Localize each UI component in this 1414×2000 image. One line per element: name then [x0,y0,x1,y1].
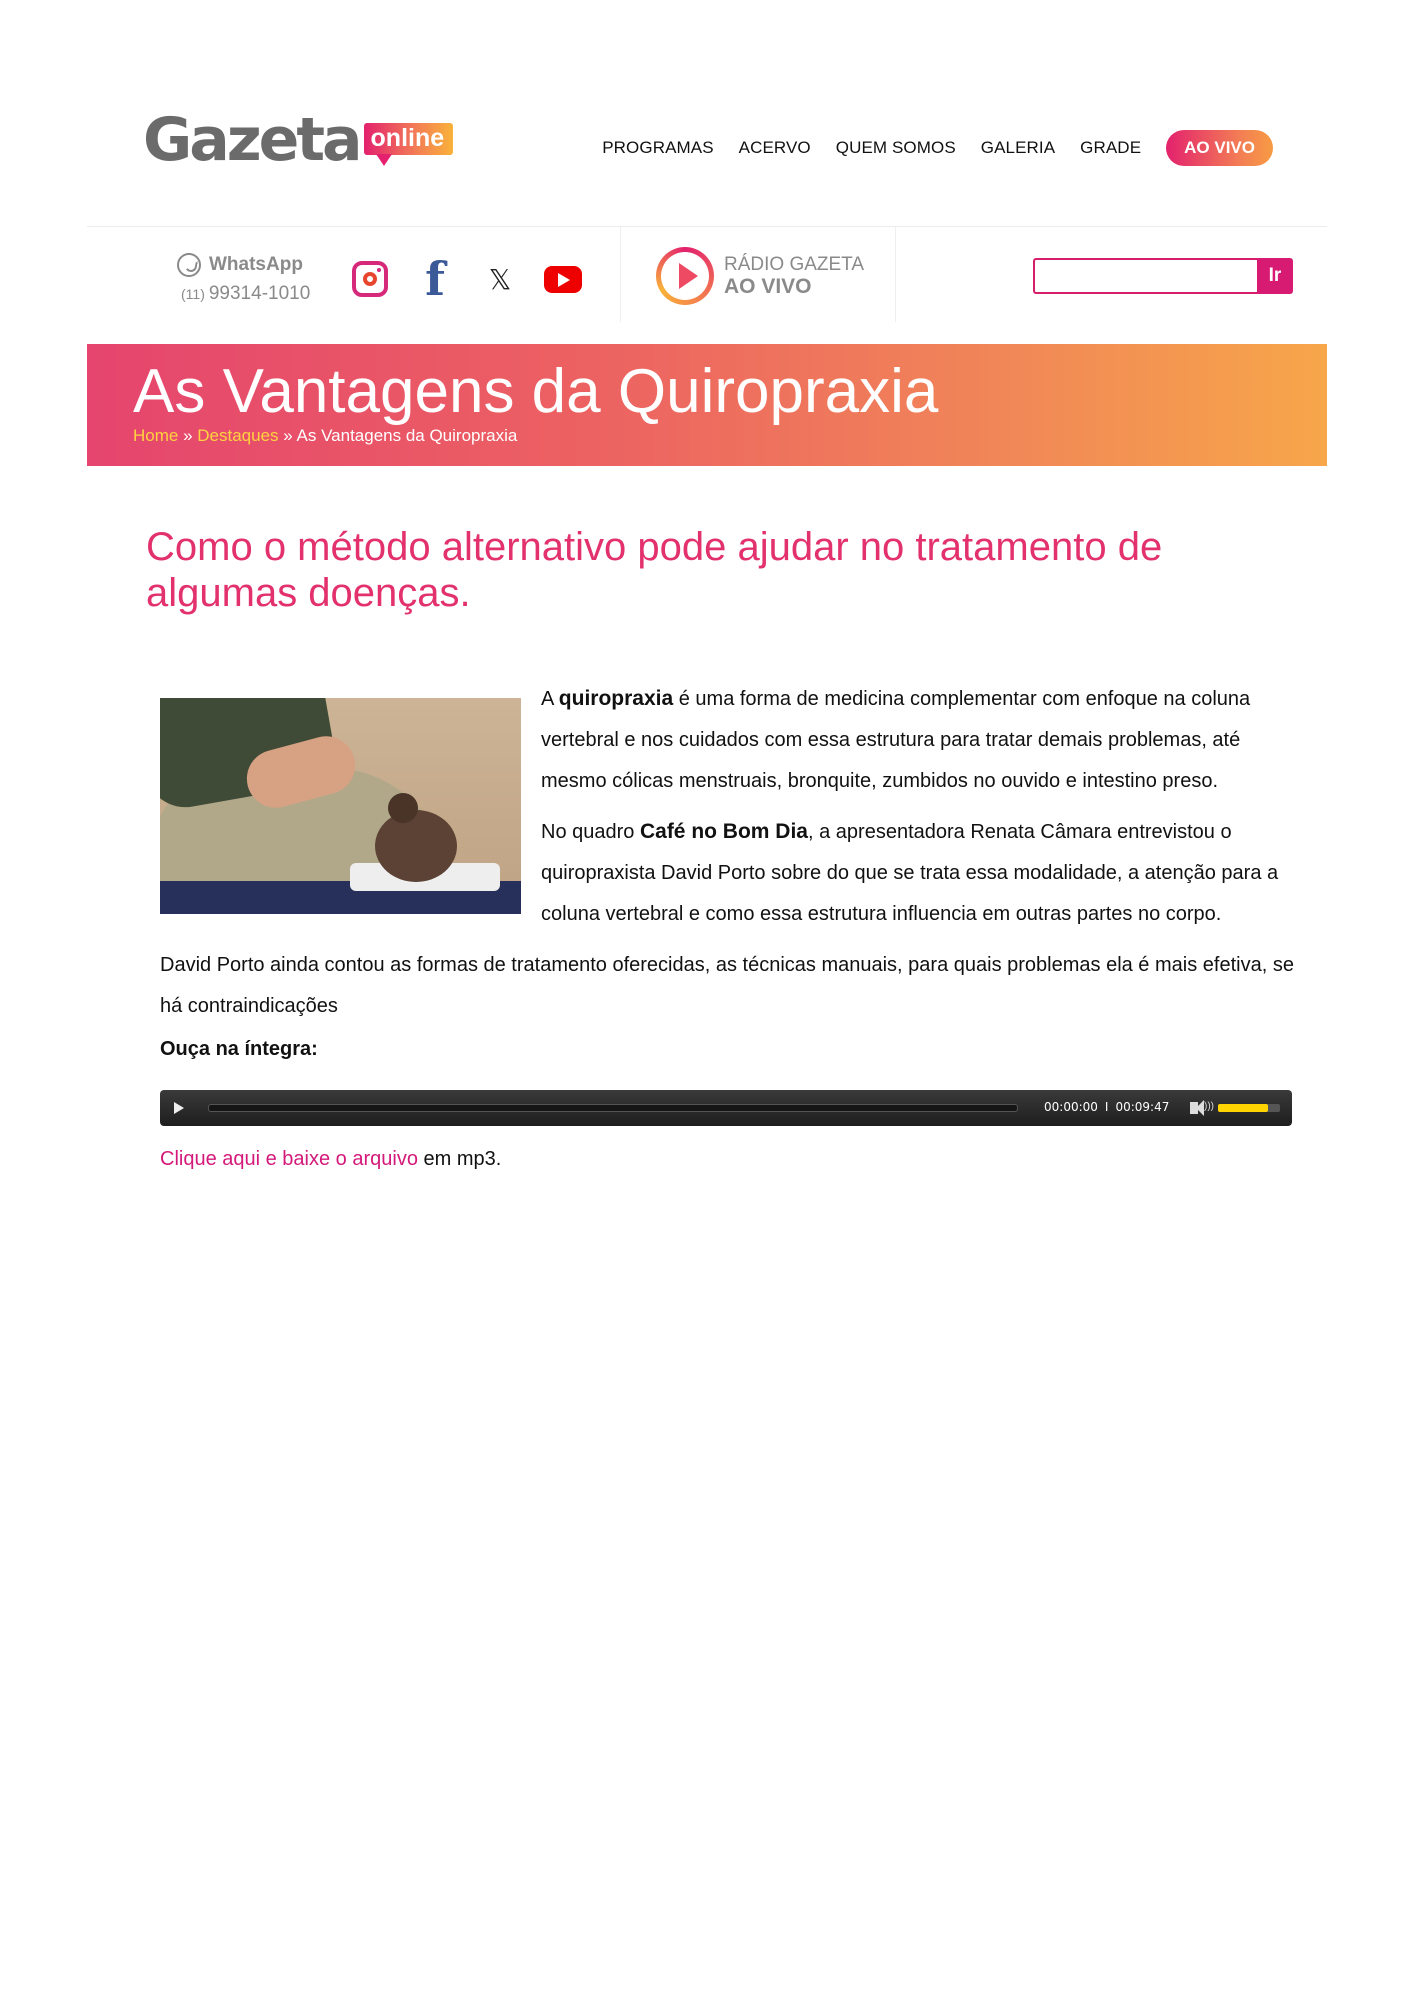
article-subtitle: Como o método alternativo pode ajudar no tratamento de algumas doenças. [146,525,1163,615]
listen-heading: Ouça na íntegra: [160,1038,318,1060]
duration: 00:09:47 [1115,1100,1170,1114]
whatsapp-phone: 99314-1010 [208,283,311,304]
article-paragraph-2: No quadro Café no Bom Dia, a apresentadora Renata Câmara entrevistou o quiropraxista David Porto sobre do que se trata essa modalidade, a atenção para a coluna vertebral e como essa estrutura influencia em outras partes no corpo. [541,820,1279,925]
site-logo[interactable] [143,105,453,180]
divider [895,227,896,322]
bold-term: quiropraxia [558,687,674,710]
radio-title: RÁDIO GAZETA [724,254,865,275]
divider [620,227,621,322]
page-banner [87,344,1327,466]
nav-quem-somos[interactable]: QUEM SOMOS [835,138,956,157]
youtube-icon [544,266,582,293]
page-title: As Vantagens da Quiropraxia [133,357,939,426]
instagram-icon [352,261,388,297]
volume-slider[interactable] [1218,1104,1280,1112]
current-time: 00:00:00 [1044,1100,1098,1114]
breadcrumb-destaques[interactable]: Destaques [197,426,279,445]
instagram-link[interactable] [350,259,390,299]
download-link[interactable]: Clique aqui e baixe o arquivo [160,1148,418,1170]
whatsapp-contact[interactable] [177,253,310,305]
youtube-link[interactable] [543,259,583,299]
site-header [0,0,1414,226]
nav-acervo[interactable]: ACERVO [738,138,811,157]
radio-play-icon [656,247,714,305]
nav-grade[interactable]: GRADE [1080,138,1142,157]
social-bar [0,227,1414,327]
whatsapp-label: WhatsApp [209,254,303,275]
program-name: Café no Bom Dia [639,820,808,843]
main-nav [577,130,1273,166]
audio-player [160,1090,1292,1126]
breadcrumb-current: As Vantagens da Quiropraxia [296,426,518,445]
whatsapp-number [181,283,310,305]
volume-level [1218,1104,1268,1112]
article-photo [160,698,521,914]
audio-progress-bar[interactable] [208,1104,1018,1112]
facebook-icon[interactable]: f [425,252,445,306]
search-form [1033,258,1293,294]
whatsapp-icon [177,253,201,277]
article-paragraph-3: David Porto ainda contou as formas de tratamento oferecidas, as técnicas manuais, para quais problemas ela é mais efetiva, se há contraindicações [160,954,1294,1017]
radio-gazeta-ao-vivo-link[interactable] [656,247,864,305]
volume-icon[interactable] [1190,1102,1198,1114]
nav-programas[interactable]: PROGRAMAS [602,138,714,157]
article-paragraph-1: A quiropraxia é uma forma de medicina complementar com enfoque na coluna vertebral e nos cuidados com essa estrutura para tratar demais problemas, até mesmo cólicas menstruais, bronquite, zumbidos no ouvido e intestino preso. [541,687,1251,792]
breadcrumb-separator: » [278,426,297,445]
x-icon[interactable]: 𝕏 [488,263,512,295]
nav-galeria[interactable]: GALERIA [980,138,1056,157]
search-input[interactable] [1033,258,1257,294]
play-icon[interactable] [174,1102,184,1114]
breadcrumb-home[interactable]: Home [133,426,179,445]
breadcrumb-separator: » [178,426,198,445]
audio-time: 00:00:00 I 00:09:47 [1044,1100,1170,1114]
logo-wordmark: Gazeta [143,105,360,175]
logo-online-badge: online [364,123,454,155]
volume-wave-icon: ))) [1204,1101,1214,1112]
breadcrumb [133,426,517,446]
ao-vivo-button[interactable]: AO VIVO [1166,130,1273,166]
search-button[interactable]: Ir [1257,258,1293,294]
download-line: Clique aqui e baixe o arquivo em mp3. [160,1148,502,1170]
radio-subtitle: AO VIVO [724,275,812,298]
whatsapp-area-code: (11) [181,286,205,302]
